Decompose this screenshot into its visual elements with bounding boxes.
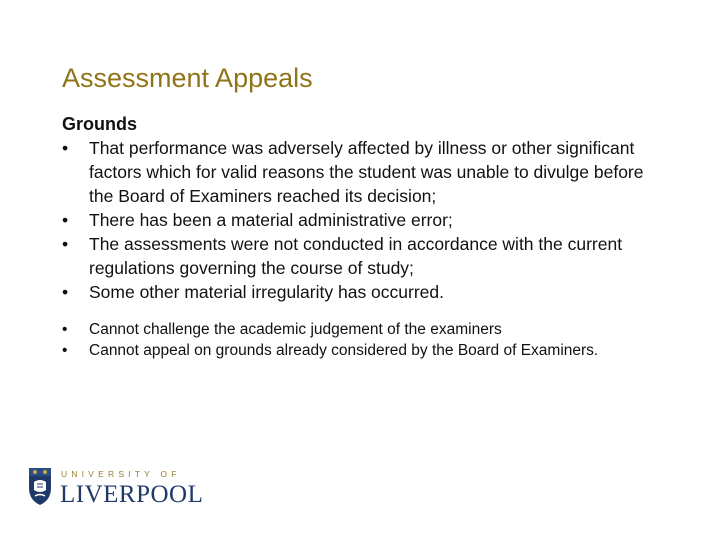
bullet-icon: •: [62, 234, 69, 254]
list-item: [62, 340, 662, 361]
list-item: [62, 136, 662, 208]
list-item-text: Cannot challenge the academic judgement of the examiners: [89, 321, 502, 338]
slide-content: [62, 112, 662, 361]
university-logo: [28, 466, 204, 510]
university-crest-icon: [28, 466, 52, 506]
list-item-text: Some other material irregularity has occurred.: [89, 282, 445, 302]
grounds-list: [62, 136, 662, 304]
list-item: [62, 280, 662, 304]
list-item-text: The assessments were not conducted in accordance with the current regulations governing the course of study;: [89, 234, 623, 278]
bullet-icon: •: [62, 282, 69, 302]
list-item: [62, 208, 662, 232]
logo-line1: UNIVERSITY OF: [61, 469, 181, 479]
limits-list: [62, 319, 662, 361]
list-item-text: Cannot appeal on grounds already considered by the Board of Examiners.: [89, 342, 599, 359]
list-item-text: There has been a material administrative error;: [89, 210, 453, 230]
bullet-icon: •: [62, 210, 69, 230]
list-item-text: That performance was adversely affected by illness or other significant factors which for valid reasons the student was unable to divulge before the Board of Examiners reached its decision;: [89, 138, 644, 206]
bullet-icon: •: [62, 138, 69, 158]
bullet-icon: •: [62, 321, 68, 338]
logo-line2: LIVERPOOL: [60, 481, 204, 508]
grounds-heading: Grounds: [62, 114, 137, 134]
bullet-icon: •: [62, 342, 68, 359]
list-item: [62, 319, 662, 340]
list-item: [62, 232, 662, 280]
slide-title: Assessment Appeals: [62, 63, 313, 93]
